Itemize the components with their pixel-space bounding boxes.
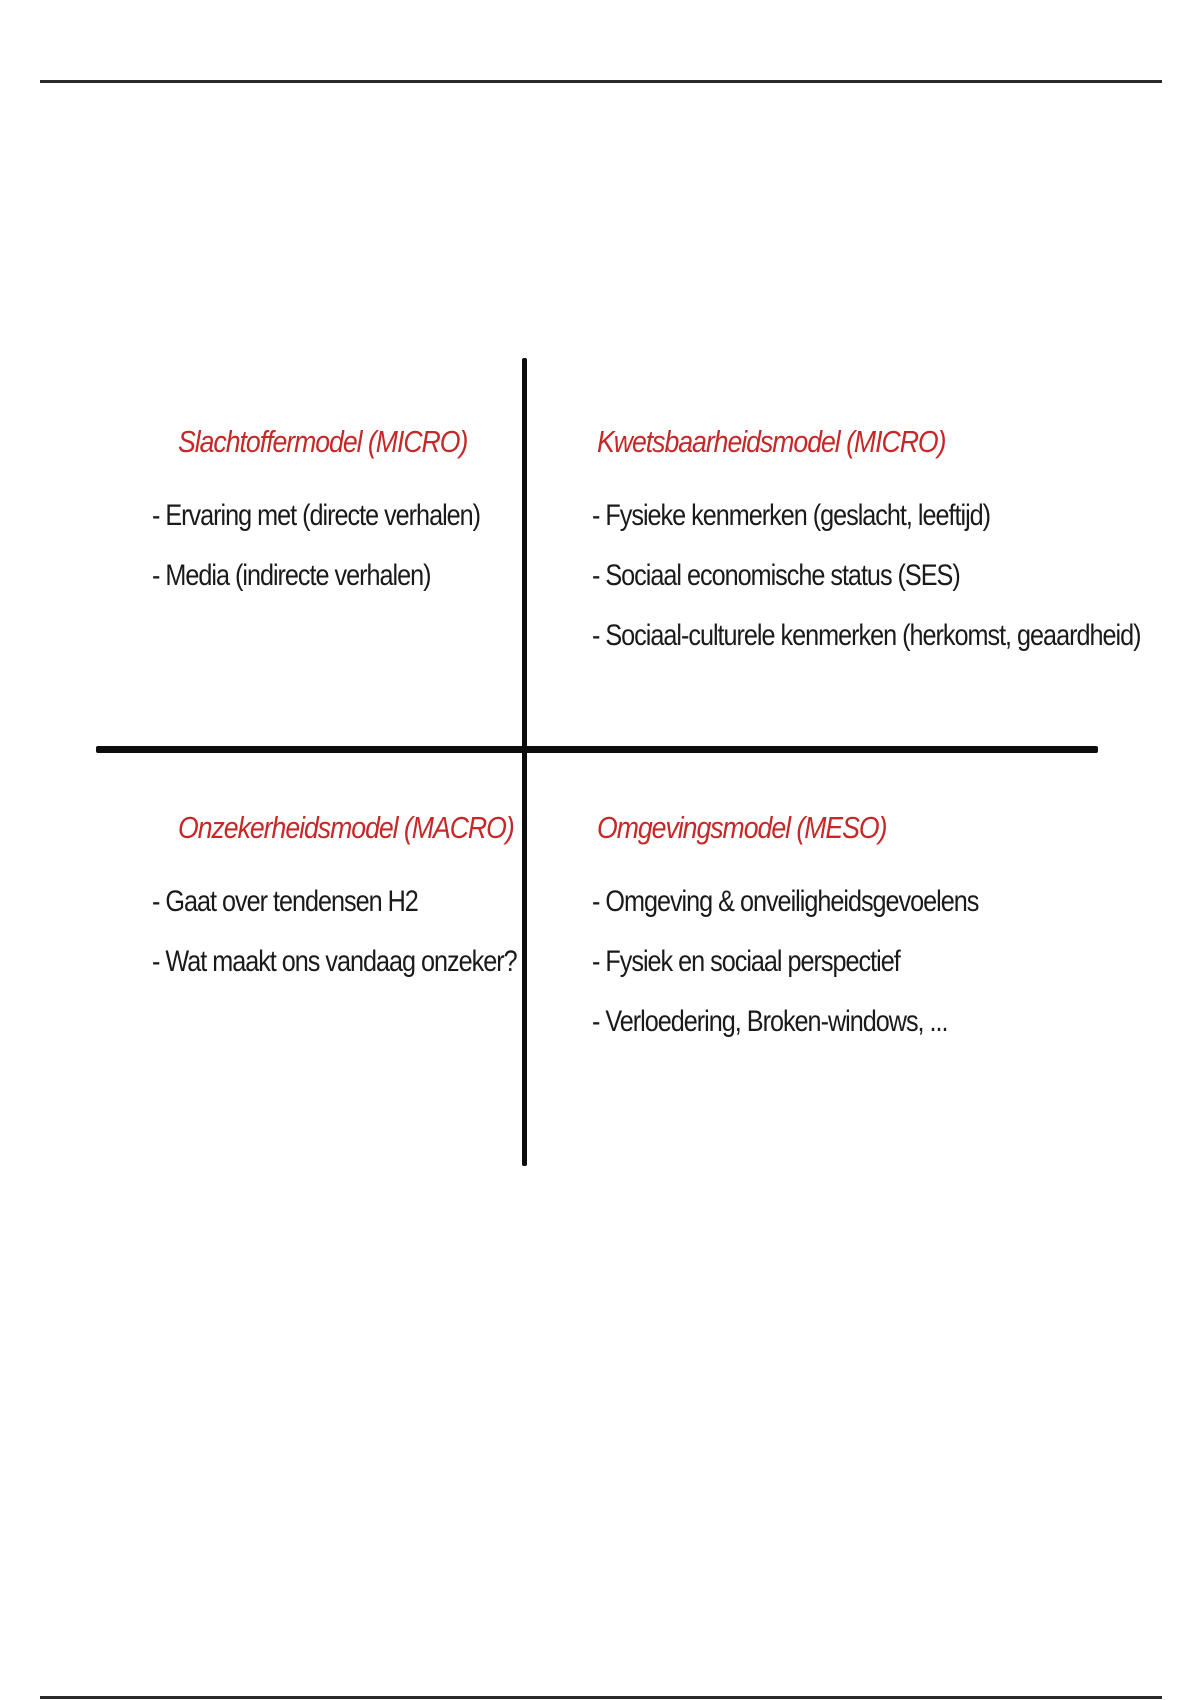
quadrant-item: - Gaat over tendensen H2	[152, 885, 418, 918]
quadrant-item: - Sociaal-culturele kenmerken (herkomst, geaardheid)	[592, 619, 1141, 652]
bottom-rule	[40, 1696, 1162, 1699]
horizontal-axis	[96, 746, 1098, 753]
quadrant-title: Onzekerheidsmodel (MACRO)	[178, 810, 514, 845]
quadrant-item-list	[592, 498, 1200, 654]
quadrant-item-list	[152, 498, 543, 594]
quadrant-item: - Fysieke kenmerken (geslacht, leeftijd)	[592, 499, 991, 532]
quadrant-bottom-left	[152, 810, 586, 1004]
quadrant-item: - Fysiek en sociaal perspectief	[592, 945, 900, 978]
quadrant-item-list	[592, 884, 1052, 1040]
quadrant-item-list	[152, 884, 586, 980]
quadrant-item: - Sociaal economische status (SES)	[592, 559, 960, 592]
quadrant-title: Omgevingsmodel (MESO)	[597, 810, 887, 845]
quadrant-title: Slachtoffermodel (MICRO)	[178, 424, 468, 459]
quadrant-item: - Verloedering, Broken-windows, ...	[592, 1005, 948, 1038]
quadrant-item: - Media (indirecte verhalen)	[152, 559, 431, 592]
quadrant-top-left	[152, 424, 543, 618]
quadrant-item: - Omgeving & onveiligheidsgevoelens	[592, 885, 979, 918]
quadrant-title: Kwetsbaarheidsmodel (MICRO)	[597, 424, 946, 459]
quadrant-item: - Wat maakt ons vandaag onzeker?	[152, 945, 517, 978]
top-rule	[40, 80, 1162, 83]
quadrant-top-right	[592, 424, 1200, 678]
quadrant-bottom-right	[592, 810, 1052, 1064]
quadrant-item: - Ervaring met (directe verhalen)	[152, 499, 481, 532]
